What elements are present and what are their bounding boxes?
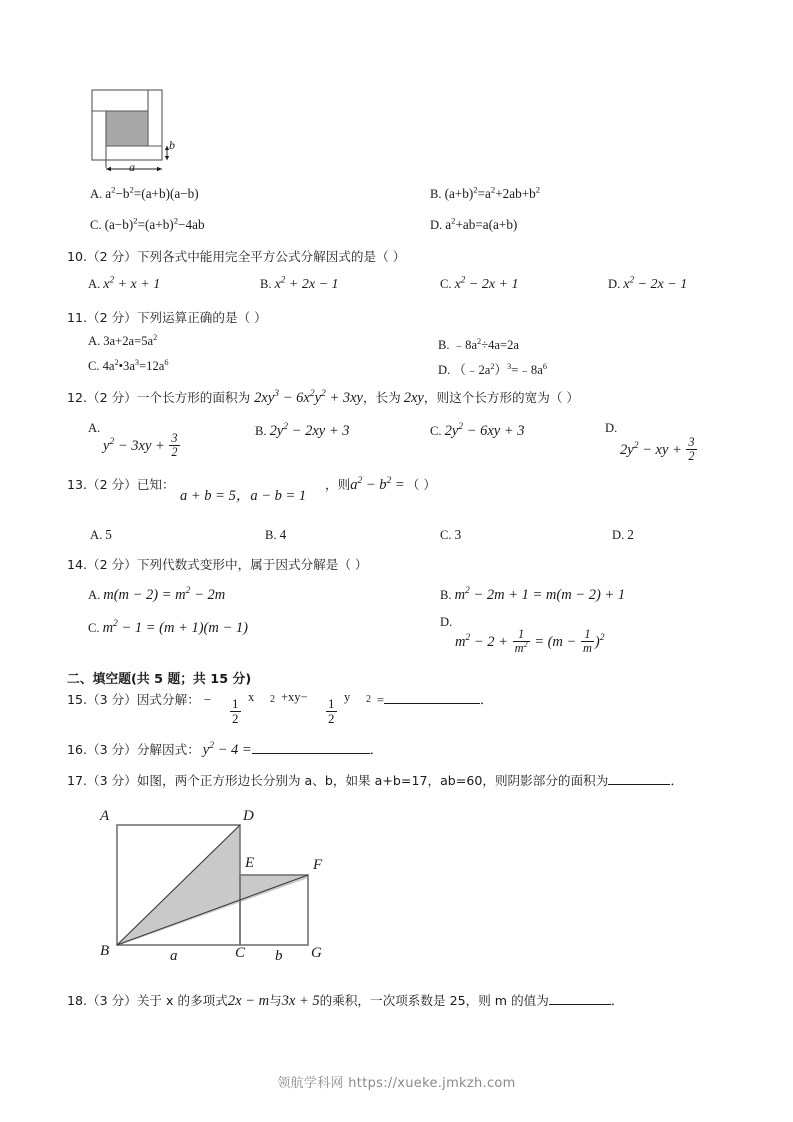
q12-area-expression: $2xy^3 - 6x^2y^2 + 3xy$: [254, 388, 363, 406]
q16-stem: 16.（3 分）分解因式：: [67, 742, 200, 757]
figure-q9-label-b: b: [169, 138, 175, 152]
figure-q17-label-E: E: [245, 855, 255, 871]
section-2-heading: 二、填空题(共 5 题；共 15 分): [67, 672, 252, 687]
q12-option-d-expr-wrap[interactable]: [620, 436, 698, 463]
q10-option-d-text: $x^2 - 2x - 1$: [623, 274, 688, 292]
q15-fraction-1: [229, 697, 242, 725]
q15-pow-1: 2: [270, 694, 275, 705]
q13-ask-expression: $a^2 - b^2$ =: [350, 475, 405, 493]
q15-minus-2: −: [300, 690, 308, 704]
q13-option-c-label: C.: [440, 528, 452, 542]
q14-option-a-text: $m(m - 2) = m^2 - 2m$: [103, 585, 226, 603]
figure-q17-label-F: F: [313, 857, 323, 873]
q11-option-a-text: $3a+2a=5a^2$: [103, 332, 158, 348]
q18-stem-part3: 的乘积，一次项系数是 25，则 m 的值为: [319, 993, 549, 1008]
shaded-square: [106, 111, 148, 146]
q9-option-c[interactable]: [90, 217, 205, 233]
q13-then-wrap: [325, 474, 436, 494]
q14-option-b[interactable]: [440, 587, 625, 604]
q11-option-d[interactable]: [438, 359, 547, 378]
figure-q17-label-B: B: [100, 943, 110, 959]
q10-option-b-label: B.: [260, 277, 272, 291]
q12-option-c-label: C.: [430, 424, 442, 438]
q18-stem-part1: 18.（3 分）关于 x 的多项式: [67, 993, 228, 1008]
q16-row: [67, 740, 383, 762]
figure-q17-squares-triangle: [95, 805, 345, 970]
q11-option-c-text: $4a^2•3a^3=12a^6$: [102, 357, 169, 373]
q9-option-a-text: $a^2-b^2=(a+b)(a-b)$: [105, 184, 199, 201]
q13-stem-row: [67, 475, 175, 495]
q10-option-d-label: D.: [608, 277, 621, 291]
q9-option-d-label: D.: [430, 218, 443, 232]
q15-answer-row[interactable]: [377, 690, 493, 708]
figure-q9-label-a: a: [129, 160, 135, 174]
q12-option-b-label: B.: [255, 424, 267, 438]
q11-option-a-label: A.: [88, 334, 101, 348]
q14-option-d-expr-wrap[interactable]: [455, 628, 604, 655]
q13-option-a-label: A.: [90, 528, 103, 542]
q9-option-d-text: $a^2+ab=a(a+b)$: [445, 215, 518, 232]
dim-b-arrow-down: [165, 156, 169, 160]
q9-option-c-text: $(a-b)^2=(a+b)^2-4ab$: [104, 215, 205, 232]
q15-answer-blank[interactable]: [384, 691, 480, 704]
q10-option-c[interactable]: [440, 276, 519, 293]
footer-watermark: 领航学科网 https://xueke.jmkzh.com: [277, 1076, 516, 1091]
q13-option-a-text: 5: [105, 527, 112, 542]
q12-option-a[interactable]: [88, 420, 103, 436]
q11-option-c-label: C.: [88, 359, 100, 373]
q15-frac2-den: 2: [328, 710, 335, 726]
q15-y-power: [366, 694, 371, 705]
q12-option-a-text: $y^2 - 3xy$ + $\frac{3}{2}$: [103, 431, 178, 459]
q9-option-b-text: $(a+b)^2=a^2+2ab+b^2$: [444, 184, 541, 201]
q14-option-d[interactable]: [440, 614, 455, 630]
q10-option-b-text: $x^2 + 2x - 1$: [274, 274, 339, 292]
q14-option-d-text: $m^2 - 2$ + $\frac{1}{m^2}$ = (m − $\frac{1}{m}$ )$^2$: [455, 627, 605, 655]
q12-option-d-label: D.: [605, 421, 618, 435]
q12-option-c-text: $2y^2 - 6xy + 3$: [444, 421, 525, 439]
q18-row: [67, 991, 624, 1013]
q15-x: x: [248, 690, 255, 704]
q10-option-c-label: C.: [440, 277, 452, 291]
q11-option-b[interactable]: [438, 334, 519, 353]
q15-stem: 15.（3 分）因式分解：: [67, 692, 200, 707]
q9-option-d[interactable]: [430, 217, 517, 233]
q11-option-d-text: $(﹣2a^2)^3=﹣8a^6$: [453, 361, 547, 377]
q18-expression-1: 2x − m: [227, 993, 270, 1009]
q11-option-a[interactable]: [88, 334, 157, 349]
q16-expression: $y^2 - 4$ =: [202, 740, 252, 758]
q13-stem-part1: 13.（2 分）已知：: [67, 477, 175, 492]
q13-option-a[interactable]: [90, 527, 112, 543]
q12-stem-part3: ，则这个长方形的宽为（ ）: [423, 390, 580, 405]
q12-option-b-text: $2y^2 - 2xy + 3$: [269, 421, 350, 439]
q14-option-b-text: $m^2 - 2m + 1 = m(m - 2) + 1$: [454, 585, 626, 603]
q14-stem: 14.（2 分）下列代数式变形中，属于因式分解是（ ）: [67, 557, 368, 572]
q11-option-c[interactable]: [88, 359, 169, 374]
q14-option-c-text: $m^2 - 1 = (m + 1)(m - 1)$: [102, 618, 248, 636]
q14-option-a-label: A.: [88, 588, 101, 602]
q15-period: ．: [480, 693, 493, 707]
q12-stem-part2: ，长为: [362, 390, 401, 405]
q13-option-c-text: 3: [454, 527, 462, 542]
figure-q17-label-side-b: b: [275, 948, 283, 964]
q14-option-b-label: B.: [440, 588, 452, 602]
q15-equals: =: [377, 693, 385, 707]
q13-option-b-text: 4: [279, 527, 287, 542]
q9-option-a-label: A.: [90, 187, 103, 201]
q12-stem-part1: 12.（2 分）一个长方形的面积为: [67, 390, 251, 405]
q12-stem-row: [67, 388, 579, 410]
q13-given-expression: a + b = 5，a − b = 1: [180, 488, 307, 504]
q13-option-c[interactable]: [440, 527, 461, 543]
q9-option-b-label: B.: [430, 187, 442, 201]
q10-option-b[interactable]: [260, 276, 339, 293]
q13-option-b[interactable]: [265, 527, 286, 543]
q18-answer-blank[interactable]: [549, 992, 611, 1005]
q10-option-a[interactable]: [88, 276, 160, 293]
q15-frac1-den: 2: [232, 710, 239, 726]
figure-q9-squares: [88, 84, 198, 176]
q13-option-b-label: B.: [265, 528, 277, 542]
q10-option-c-text: $x^2 - 2x + 1$: [454, 274, 519, 292]
dim-a-arrow-right: [157, 167, 162, 171]
q12-option-d-text: $2y^2$ − xy + $\frac{3}{2}$: [620, 435, 695, 463]
figure-q17-label-D: D: [243, 808, 254, 824]
q9-option-a[interactable]: [90, 186, 199, 202]
q17-period: ．: [670, 773, 684, 788]
q13-option-d-label: D.: [612, 528, 625, 542]
q14-option-c[interactable]: [88, 620, 248, 637]
q14-option-d-label: D.: [440, 615, 453, 629]
q17-row: [67, 771, 684, 791]
q15-fraction-2: [325, 697, 338, 725]
q12-option-d[interactable]: [605, 420, 620, 436]
q14-option-a[interactable]: [88, 587, 225, 604]
q15-y: y: [344, 690, 351, 704]
q12-option-a-label: A.: [88, 421, 101, 435]
q15-y-term: [344, 690, 350, 705]
q16-answer-blank[interactable]: [252, 741, 370, 754]
q11-stem: 11.（2 分）下列运算正确的是（ ）: [67, 310, 267, 325]
q15-mid-term: [281, 690, 308, 705]
figure-q17-svg: [95, 805, 345, 970]
q10-option-a-label: A.: [88, 277, 101, 291]
q11-option-b-text: $﹣8a^2\div 4a=2a$: [452, 336, 519, 352]
q18-period: ．: [610, 993, 625, 1008]
figure-q17-label-G: G: [311, 945, 322, 961]
q17-answer-blank[interactable]: [608, 772, 670, 785]
q11-option-b-label: B.: [438, 338, 450, 352]
q10-option-d[interactable]: [608, 276, 687, 293]
q11-option-d-label: D.: [438, 363, 451, 377]
q9-option-b[interactable]: [430, 186, 540, 202]
figure-q9-svg: [88, 84, 198, 176]
q9-option-c-label: C.: [90, 218, 102, 232]
q10-stem: 10.（2 分）下列各式中能用完全平方公式分解因式的是（ ）: [67, 249, 406, 264]
q15-x-term: [248, 690, 254, 705]
q13-option-d-text: 2: [627, 527, 634, 542]
q15-row: [67, 690, 211, 710]
q13-given-wrap: [180, 484, 306, 505]
q15-minus-1: −: [203, 692, 212, 707]
q12-option-a-expr-wrap[interactable]: [103, 432, 181, 459]
q18-stem-part2: 与: [269, 993, 282, 1008]
q15-pow-2: 2: [366, 694, 371, 705]
q10-option-a-text: $x^2 + x + 1$: [103, 274, 161, 292]
q12-length-expression: 2xy: [403, 390, 424, 406]
q18-expression-2: 3x + 5: [281, 993, 320, 1009]
q16-period: ．: [369, 742, 383, 757]
q12-option-b[interactable]: [255, 423, 349, 440]
q17-stem: 17.（3 分）如图，两个正方形边长分别为 a、b，如果 a+b=17，ab=60，则阴影部分的面积为: [67, 773, 609, 788]
figure-q17-label-C: C: [235, 945, 246, 961]
q13-stem-part2: ，则: [325, 477, 351, 492]
figure-q17-label-side-a: a: [170, 948, 178, 964]
figure-q17-label-A: A: [100, 808, 110, 824]
q15-x-power: [270, 694, 275, 705]
q15-frac1-num: 1: [232, 696, 239, 711]
q13-option-d[interactable]: [612, 527, 634, 543]
q15-mid: +xy: [281, 690, 301, 704]
q15-frac2-num: 1: [328, 696, 335, 711]
q13-stem-part3: （ ）: [406, 477, 436, 492]
q14-option-c-label: C.: [88, 621, 100, 635]
q12-option-c[interactable]: [430, 423, 524, 440]
dim-a-arrow-left: [106, 167, 111, 171]
